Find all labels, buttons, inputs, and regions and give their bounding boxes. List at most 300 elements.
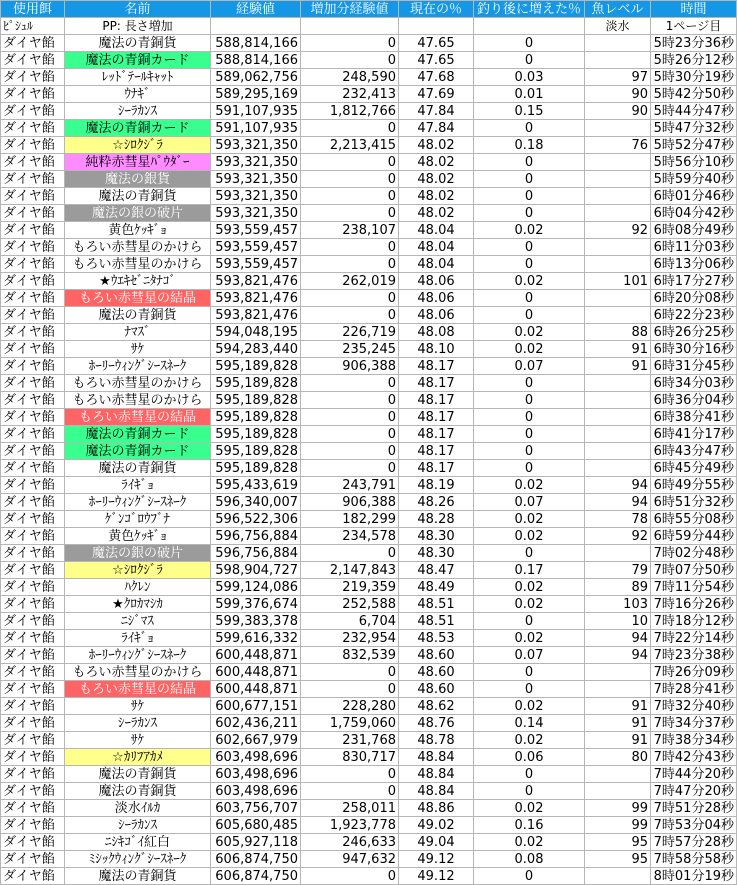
- exp-increase-cell: 0: [301, 52, 399, 69]
- current-percent-cell: 48.02: [399, 137, 474, 154]
- item-name-cell: 魔法の銀の破片: [65, 545, 211, 562]
- table-row: [1, 562, 737, 579]
- time-cell: 6時51分32秒: [651, 494, 737, 511]
- time-cell: 6時45分49秒: [651, 460, 737, 477]
- exp-increase-cell: 0: [301, 188, 399, 205]
- time-cell: 6時08分49秒: [651, 222, 737, 239]
- current-percent-cell: 48.47: [399, 562, 474, 579]
- exp-increase-cell: 0: [301, 426, 399, 443]
- table-row: [1, 256, 737, 273]
- exp-increase-cell: 258,011: [301, 800, 399, 817]
- fish-level-cell: 94: [585, 630, 651, 647]
- percent-gain-cell: 0.02: [474, 800, 585, 817]
- current-percent-cell: 48.17: [399, 358, 474, 375]
- fish-level-cell: 79: [585, 562, 651, 579]
- bait-cell: ダイヤ餡: [1, 256, 65, 273]
- subheader-empty: [399, 18, 474, 35]
- time-cell: 7時44分20秒: [651, 766, 737, 783]
- table-row: [1, 783, 737, 800]
- fish-level-cell: 80: [585, 749, 651, 766]
- header-percent-gain: 釣り後に増えた％: [474, 1, 585, 18]
- table-row: [1, 273, 737, 290]
- time-cell: 7時18分12秒: [651, 613, 737, 630]
- bait-cell: ダイヤ餡: [1, 69, 65, 86]
- percent-gain-cell: 0.17: [474, 562, 585, 579]
- fish-level-cell: [585, 290, 651, 307]
- table-row: [1, 52, 737, 69]
- item-name-cell: 魔法の青銅カード: [65, 52, 211, 69]
- exp-increase-cell: 234,578: [301, 528, 399, 545]
- current-percent-cell: 48.08: [399, 324, 474, 341]
- percent-gain-cell: 0: [474, 392, 585, 409]
- table-row: [1, 103, 737, 120]
- table-row: [1, 358, 737, 375]
- bait-cell: ダイヤ餡: [1, 545, 65, 562]
- table-row: [1, 732, 737, 749]
- exp-cell: 605,680,485: [211, 817, 301, 834]
- exp-cell: 603,498,696: [211, 766, 301, 783]
- bait-cell: ダイヤ餡: [1, 86, 65, 103]
- subheader-pp: PP: 長さ増加: [65, 18, 211, 35]
- exp-increase-cell: 947,632: [301, 851, 399, 868]
- exp-cell: 595,433,619: [211, 477, 301, 494]
- item-name-cell: ﾎｰﾘｰｳｨﾝｸﾞｼｰｽﾈｰｸ: [65, 358, 211, 375]
- fish-level-cell: [585, 443, 651, 460]
- item-name-cell: ☆ｶﾘﾌｱｶﾒ: [65, 749, 211, 766]
- current-percent-cell: 48.60: [399, 681, 474, 698]
- time-cell: 5時44分47秒: [651, 103, 737, 120]
- table-row: [1, 239, 737, 256]
- exp-increase-cell: 0: [301, 239, 399, 256]
- exp-increase-cell: 232,413: [301, 86, 399, 103]
- item-name-cell: ﾗｲｷﾞｮ: [65, 477, 211, 494]
- current-percent-cell: 48.10: [399, 341, 474, 358]
- current-percent-cell: 48.17: [399, 375, 474, 392]
- table-row: [1, 69, 737, 86]
- item-name-cell: もろい赤彗星の結晶: [65, 290, 211, 307]
- percent-gain-cell: 0.03: [474, 69, 585, 86]
- bait-cell: ダイヤ餡: [1, 732, 65, 749]
- subheader-empty: [211, 18, 301, 35]
- table-row: [1, 579, 737, 596]
- time-cell: 6時01分46秒: [651, 188, 737, 205]
- exp-cell: 595,189,828: [211, 443, 301, 460]
- percent-gain-cell: 0: [474, 426, 585, 443]
- fish-level-cell: 76: [585, 137, 651, 154]
- header-exp-increase: 増加分経験値: [301, 1, 399, 18]
- bait-cell: ダイヤ餡: [1, 477, 65, 494]
- time-cell: 7時32分40秒: [651, 698, 737, 715]
- bait-cell: ダイヤ餡: [1, 698, 65, 715]
- exp-cell: 595,189,828: [211, 392, 301, 409]
- current-percent-cell: 48.06: [399, 307, 474, 324]
- item-name-cell: ﾊｸﾚﾝ: [65, 579, 211, 596]
- exp-increase-cell: 231,768: [301, 732, 399, 749]
- bait-cell: ダイヤ餡: [1, 52, 65, 69]
- percent-gain-cell: 0.14: [474, 715, 585, 732]
- current-percent-cell: 48.02: [399, 205, 474, 222]
- exp-cell: 603,756,707: [211, 800, 301, 817]
- bait-cell: ダイヤ餡: [1, 783, 65, 800]
- bait-cell: ダイヤ餡: [1, 154, 65, 171]
- current-percent-cell: 48.84: [399, 749, 474, 766]
- exp-cell: 593,559,457: [211, 222, 301, 239]
- current-percent-cell: 48.60: [399, 647, 474, 664]
- exp-increase-cell: 0: [301, 409, 399, 426]
- exp-cell: 599,616,332: [211, 630, 301, 647]
- percent-gain-cell: 0: [474, 239, 585, 256]
- bait-cell: ダイヤ餡: [1, 171, 65, 188]
- percent-gain-cell: 0.02: [474, 596, 585, 613]
- current-percent-cell: 48.06: [399, 273, 474, 290]
- exp-cell: 594,283,440: [211, 341, 301, 358]
- table-row: [1, 188, 737, 205]
- time-cell: 8時01分19秒: [651, 868, 737, 885]
- header-name: 名前: [65, 1, 211, 18]
- time-cell: 5時56分10秒: [651, 154, 737, 171]
- item-name-cell: 黄色ｹｯｷﾞｮ: [65, 222, 211, 239]
- exp-increase-cell: 238,107: [301, 222, 399, 239]
- time-cell: 6時11分03秒: [651, 239, 737, 256]
- current-percent-cell: 48.17: [399, 392, 474, 409]
- exp-increase-cell: 0: [301, 290, 399, 307]
- current-percent-cell: 48.17: [399, 443, 474, 460]
- item-name-cell: もろい赤彗星のかけら: [65, 392, 211, 409]
- fish-level-cell: [585, 307, 651, 324]
- fish-level-cell: 97: [585, 69, 651, 86]
- exp-increase-cell: 182,299: [301, 511, 399, 528]
- current-percent-cell: 48.30: [399, 528, 474, 545]
- percent-gain-cell: 0.02: [474, 528, 585, 545]
- exp-increase-cell: 2,213,415: [301, 137, 399, 154]
- fish-level-cell: [585, 188, 651, 205]
- current-percent-cell: 48.51: [399, 613, 474, 630]
- table-row: [1, 171, 737, 188]
- time-cell: 6時26分25秒: [651, 324, 737, 341]
- current-percent-cell: 48.04: [399, 256, 474, 273]
- bait-cell: ダイヤ餡: [1, 409, 65, 426]
- fish-level-cell: 90: [585, 86, 651, 103]
- exp-increase-cell: 0: [301, 783, 399, 800]
- item-name-cell: ｼｰﾗｶﾝｽ: [65, 817, 211, 834]
- exp-cell: 593,321,350: [211, 137, 301, 154]
- table-row: [1, 834, 737, 851]
- table-row: [1, 868, 737, 885]
- time-cell: 7時42分43秒: [651, 749, 737, 766]
- time-cell: 7時34分37秒: [651, 715, 737, 732]
- exp-increase-cell: 1,759,060: [301, 715, 399, 732]
- exp-cell: 595,189,828: [211, 426, 301, 443]
- percent-gain-cell: 0: [474, 443, 585, 460]
- item-name-cell: 魔法の青銅貨: [65, 35, 211, 52]
- percent-gain-cell: 0.07: [474, 358, 585, 375]
- subheader-row: [1, 18, 737, 35]
- item-name-cell: ﾎｰﾘｰｳｨﾝｸﾞｼｰｽﾈｰｸ: [65, 647, 211, 664]
- current-percent-cell: 47.65: [399, 52, 474, 69]
- percent-gain-cell: 0: [474, 256, 585, 273]
- exp-increase-cell: 832,539: [301, 647, 399, 664]
- exp-cell: 600,448,871: [211, 664, 301, 681]
- fish-level-cell: 103: [585, 596, 651, 613]
- percent-gain-cell: 0: [474, 681, 585, 698]
- bait-cell: ダイヤ餡: [1, 715, 65, 732]
- item-name-cell: 魔法の青銅貨: [65, 307, 211, 324]
- fish-level-cell: [585, 52, 651, 69]
- table-body: [1, 18, 737, 885]
- time-cell: 6時30分16秒: [651, 341, 737, 358]
- percent-gain-cell: 0: [474, 188, 585, 205]
- table-row: [1, 86, 737, 103]
- exp-increase-cell: 246,633: [301, 834, 399, 851]
- exp-cell: 605,927,118: [211, 834, 301, 851]
- fish-level-cell: 92: [585, 528, 651, 545]
- percent-gain-cell: 0.02: [474, 698, 585, 715]
- exp-increase-cell: 0: [301, 868, 399, 885]
- item-name-cell: 魔法の青銅貨: [65, 766, 211, 783]
- item-name-cell: ★ｸﾛｶﾏｼｶ: [65, 596, 211, 613]
- percent-gain-cell: 0: [474, 613, 585, 630]
- time-cell: 6時49分55秒: [651, 477, 737, 494]
- time-cell: 6時36分04秒: [651, 392, 737, 409]
- exp-increase-cell: 232,954: [301, 630, 399, 647]
- time-cell: 6時43分47秒: [651, 443, 737, 460]
- current-percent-cell: 48.17: [399, 426, 474, 443]
- time-cell: 7時26分09秒: [651, 664, 737, 681]
- exp-cell: 600,448,871: [211, 681, 301, 698]
- bait-cell: ダイヤ餡: [1, 273, 65, 290]
- table-row: [1, 460, 737, 477]
- table-row: [1, 681, 737, 698]
- current-percent-cell: 48.84: [399, 783, 474, 800]
- bait-cell: ダイヤ餡: [1, 205, 65, 222]
- time-cell: 6時04分42秒: [651, 205, 737, 222]
- current-percent-cell: 48.02: [399, 171, 474, 188]
- bait-cell: ダイヤ餡: [1, 120, 65, 137]
- bait-cell: ダイヤ餡: [1, 664, 65, 681]
- percent-gain-cell: 0.07: [474, 494, 585, 511]
- table-row: [1, 137, 737, 154]
- exp-cell: 593,321,350: [211, 171, 301, 188]
- current-percent-cell: 47.84: [399, 103, 474, 120]
- table-row: [1, 528, 737, 545]
- fish-level-cell: [585, 120, 651, 137]
- exp-cell: 596,756,884: [211, 545, 301, 562]
- current-percent-cell: 49.04: [399, 834, 474, 851]
- percent-gain-cell: 0: [474, 783, 585, 800]
- table-row: [1, 35, 737, 52]
- exp-increase-cell: 226,719: [301, 324, 399, 341]
- time-cell: 6時55分08秒: [651, 511, 737, 528]
- bait-cell: ダイヤ餡: [1, 188, 65, 205]
- current-percent-cell: 48.04: [399, 239, 474, 256]
- bait-cell: ダイヤ餡: [1, 868, 65, 885]
- current-percent-cell: 48.06: [399, 290, 474, 307]
- current-percent-cell: 49.12: [399, 851, 474, 868]
- fish-level-cell: 78: [585, 511, 651, 528]
- current-percent-cell: 48.30: [399, 545, 474, 562]
- bait-cell: ダイヤ餡: [1, 392, 65, 409]
- item-name-cell: ｻｹ: [65, 341, 211, 358]
- table-row: [1, 647, 737, 664]
- bait-cell: ダイヤ餡: [1, 834, 65, 851]
- table-row: [1, 392, 737, 409]
- percent-gain-cell: 0.02: [474, 834, 585, 851]
- bait-cell: ダイヤ餡: [1, 749, 65, 766]
- exp-increase-cell: 1,923,778: [301, 817, 399, 834]
- table-row: [1, 375, 737, 392]
- fish-level-cell: [585, 239, 651, 256]
- item-name-cell: ﾚｯﾄﾞﾃｰﾙｷｬｯﾄ: [65, 69, 211, 86]
- exp-cell: 593,321,350: [211, 205, 301, 222]
- exp-cell: 599,376,674: [211, 596, 301, 613]
- table-row: [1, 290, 737, 307]
- exp-increase-cell: 0: [301, 307, 399, 324]
- item-name-cell: 純粋赤彗星ﾊﾟｳﾀﾞｰ: [65, 154, 211, 171]
- item-name-cell: もろい赤彗星の結晶: [65, 409, 211, 426]
- subheader-empty: [301, 18, 399, 35]
- fish-level-cell: [585, 256, 651, 273]
- current-percent-cell: 48.26: [399, 494, 474, 511]
- fish-level-cell: [585, 766, 651, 783]
- exp-increase-cell: 0: [301, 171, 399, 188]
- time-cell: 6時38分41秒: [651, 409, 737, 426]
- current-percent-cell: 48.53: [399, 630, 474, 647]
- fish-level-cell: 89: [585, 579, 651, 596]
- exp-cell: 593,559,457: [211, 239, 301, 256]
- exp-cell: 594,048,195: [211, 324, 301, 341]
- bait-cell: ダイヤ餡: [1, 307, 65, 324]
- time-cell: 7時07分50秒: [651, 562, 737, 579]
- bait-cell: ダイヤ餡: [1, 324, 65, 341]
- table-row: [1, 800, 737, 817]
- item-name-cell: もろい赤彗星の結晶: [65, 681, 211, 698]
- percent-gain-cell: 0: [474, 409, 585, 426]
- exp-increase-cell: 252,588: [301, 596, 399, 613]
- current-percent-cell: 48.17: [399, 409, 474, 426]
- item-name-cell: もろい赤彗星のかけら: [65, 256, 211, 273]
- fish-level-cell: 91: [585, 341, 651, 358]
- fish-level-cell: [585, 205, 651, 222]
- table-row: [1, 715, 737, 732]
- percent-gain-cell: 0.07: [474, 647, 585, 664]
- fish-level-cell: 92: [585, 222, 651, 239]
- exp-cell: 606,874,750: [211, 851, 301, 868]
- percent-gain-cell: 0.02: [474, 732, 585, 749]
- exp-cell: 595,189,828: [211, 375, 301, 392]
- exp-increase-cell: 228,280: [301, 698, 399, 715]
- percent-gain-cell: 0.18: [474, 137, 585, 154]
- fish-level-cell: 91: [585, 698, 651, 715]
- current-percent-cell: 48.28: [399, 511, 474, 528]
- subheader-rod: ﾋﾟｼｭﾙ: [1, 18, 65, 35]
- time-cell: 5時30分19秒: [651, 69, 737, 86]
- fish-level-cell: [585, 783, 651, 800]
- exp-cell: 591,107,935: [211, 120, 301, 137]
- table-row: [1, 341, 737, 358]
- time-cell: 5時47分32秒: [651, 120, 737, 137]
- exp-cell: 602,436,211: [211, 715, 301, 732]
- fish-level-cell: [585, 171, 651, 188]
- exp-increase-cell: 0: [301, 375, 399, 392]
- percent-gain-cell: 0: [474, 868, 585, 885]
- percent-gain-cell: 0: [474, 205, 585, 222]
- fish-level-cell: [585, 460, 651, 477]
- exp-increase-cell: 243,791: [301, 477, 399, 494]
- percent-gain-cell: 0.02: [474, 341, 585, 358]
- item-name-cell: 魔法の青銅カード: [65, 120, 211, 137]
- item-name-cell: 魔法の青銅貨: [65, 783, 211, 800]
- time-cell: 7時02分48秒: [651, 545, 737, 562]
- table-row: [1, 443, 737, 460]
- bait-cell: ダイヤ餡: [1, 460, 65, 477]
- exp-cell: 593,821,476: [211, 273, 301, 290]
- subheader-water-type: 淡水: [585, 18, 651, 35]
- table-row: [1, 222, 737, 239]
- exp-cell: 596,756,884: [211, 528, 301, 545]
- table-row: [1, 477, 737, 494]
- exp-cell: 596,522,306: [211, 511, 301, 528]
- item-name-cell: ﾆｼﾞﾏｽ: [65, 613, 211, 630]
- percent-gain-cell: 0: [474, 290, 585, 307]
- item-name-cell: 魔法の銀貨: [65, 171, 211, 188]
- exp-increase-cell: 906,388: [301, 494, 399, 511]
- exp-cell: 593,821,476: [211, 307, 301, 324]
- time-cell: 7時16分26秒: [651, 596, 737, 613]
- percent-gain-cell: 0: [474, 545, 585, 562]
- exp-increase-cell: 0: [301, 392, 399, 409]
- table-header: [1, 1, 737, 18]
- percent-gain-cell: 0.02: [474, 511, 585, 528]
- current-percent-cell: 48.78: [399, 732, 474, 749]
- fish-level-cell: [585, 426, 651, 443]
- time-cell: 6時59分44秒: [651, 528, 737, 545]
- item-name-cell: 黄色ｹｯｷﾞｮ: [65, 528, 211, 545]
- current-percent-cell: 48.19: [399, 477, 474, 494]
- bait-cell: ダイヤ餡: [1, 528, 65, 545]
- header-exp: 経験値: [211, 1, 301, 18]
- table-row: [1, 511, 737, 528]
- exp-cell: 595,189,828: [211, 460, 301, 477]
- item-name-cell: ｼｰﾗｶﾝｽ: [65, 103, 211, 120]
- item-name-cell: 淡水ｲﾙｶ: [65, 800, 211, 817]
- item-name-cell: ｼｰﾗｶﾝｽ: [65, 715, 211, 732]
- percent-gain-cell: 0.02: [474, 273, 585, 290]
- time-cell: 7時38分34秒: [651, 732, 737, 749]
- time-cell: 7時57分28秒: [651, 834, 737, 851]
- item-name-cell: 魔法の青銅カード: [65, 426, 211, 443]
- bait-cell: ダイヤ餡: [1, 681, 65, 698]
- item-name-cell: ☆ｼﾛｸｼﾞﾗ: [65, 137, 211, 154]
- time-cell: 6時22分23秒: [651, 307, 737, 324]
- table-row: [1, 817, 737, 834]
- bait-cell: ダイヤ餡: [1, 222, 65, 239]
- fish-level-cell: 10: [585, 613, 651, 630]
- percent-gain-cell: 0: [474, 52, 585, 69]
- bait-cell: ダイヤ餡: [1, 358, 65, 375]
- current-percent-cell: 48.62: [399, 698, 474, 715]
- table-row: [1, 324, 737, 341]
- header-fish-level: 魚レベル: [585, 1, 651, 18]
- bait-cell: ダイヤ餡: [1, 579, 65, 596]
- exp-cell: 599,124,086: [211, 579, 301, 596]
- percent-gain-cell: 0.02: [474, 324, 585, 341]
- percent-gain-cell: 0.01: [474, 86, 585, 103]
- fish-level-cell: 101: [585, 273, 651, 290]
- exp-increase-cell: 219,359: [301, 579, 399, 596]
- exp-increase-cell: 0: [301, 120, 399, 137]
- time-cell: 7時11分54秒: [651, 579, 737, 596]
- current-percent-cell: 48.51: [399, 596, 474, 613]
